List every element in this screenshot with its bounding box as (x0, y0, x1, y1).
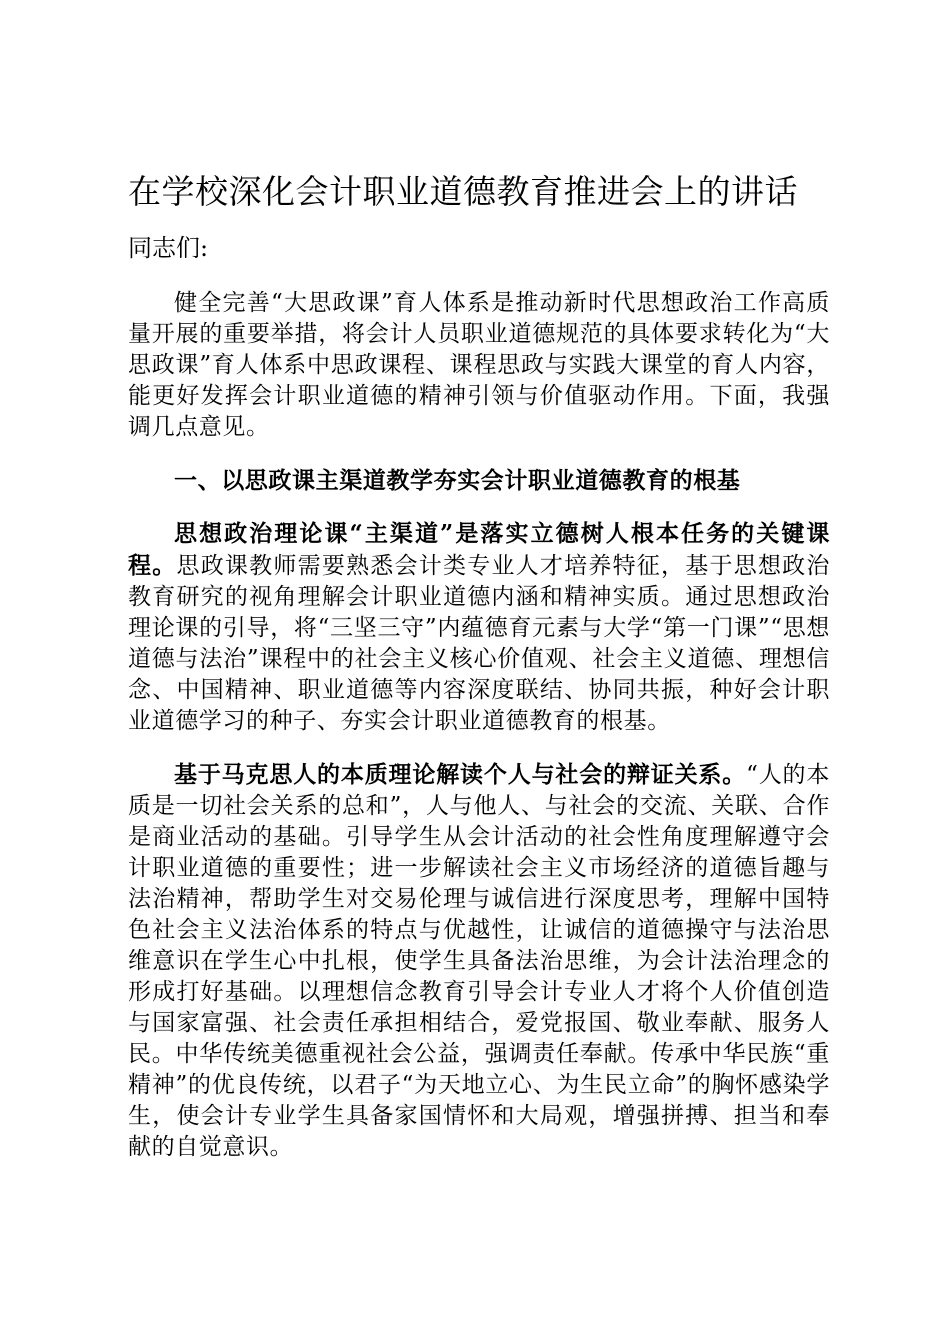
section-1-heading: 一、以思政课主渠道教学夯实会计职业道德教育的根基 (174, 467, 741, 494)
section-1-paragraph-2 (128, 759, 830, 1163)
paragraph-2-body: “人的本质是一切社会关系的总和”，人与他人、与社会的交流、关联、合作是商业活动的基础。引导学生从会计活动的社会性角度理解遵守会计职业道德的重要性；进一步解读社会主义市场经济的道德旨趣与法治精神，帮助学生对交易伦理与诚信进行深度思考，理解中国特色社会主义法治体系的特点与优越性，让诚信的道德操守与法治思维意识在学生心中扎根，使学生具备法治思维，为会计法治理念的形成打好基础。以理想信念教育引导会计专业人才将个人价值创造与国家富强、社会责任承担相结合，爱党报国、敬业奉献、服务人民。中华传统美德重视社会公益，强调责任奉献。传承中华民族“重精神”的优良传统，以君子“为天地立心、为生民立命”的胸怀感染学生，使会计专业学生具备家国情怀和大局观，增强拼搏、担当和奉献的自觉意识。 (128, 762, 830, 1160)
salutation: 同志们: (128, 234, 209, 262)
intro-paragraph: 健全完善“大思政课”育人体系是推动新时代思想政治工作高质量开展的重要举措，将会计人员职业道德规范的具体要求转化为“大思政课”育人体系中思政课程、课程思政与实践大课堂的育人内容，能更好发挥会计职业道德的精神引领与价值驱动作用。下面，我强调几点意见。 (128, 290, 830, 440)
document-title: 在学校深化会计职业道德教育推进会上的讲话 (128, 172, 798, 211)
section-1-paragraph-1 (128, 518, 830, 737)
paragraph-1-body: 思政课教师需要熟悉会计类专业人才培养特征，基于思想政治教育研究的视角理解会计职业道德内涵和精神实质。通过思想政治理论课的引导，将“三坚三守”内蕴德育元素与大学“第一门课”“思想道德与法治”课程中的社会主义核心价值观、社会主义道德、理想信念、中国精神、职业道德等内容深度联结、协同共振，种好会计职业道德学习的种子、夯实会计职业道德教育的根基。 (128, 553, 831, 734)
paragraph-2-lead-sentence: 基于马克思人的本质理论解读个人与社会的辩证关系。 (174, 761, 747, 788)
paragraph-1-lead-sentence: 思想政治理论课“主渠道”是落实立德树人根本任务的关键课程。 (128, 520, 830, 579)
document-page (128, 166, 830, 1185)
